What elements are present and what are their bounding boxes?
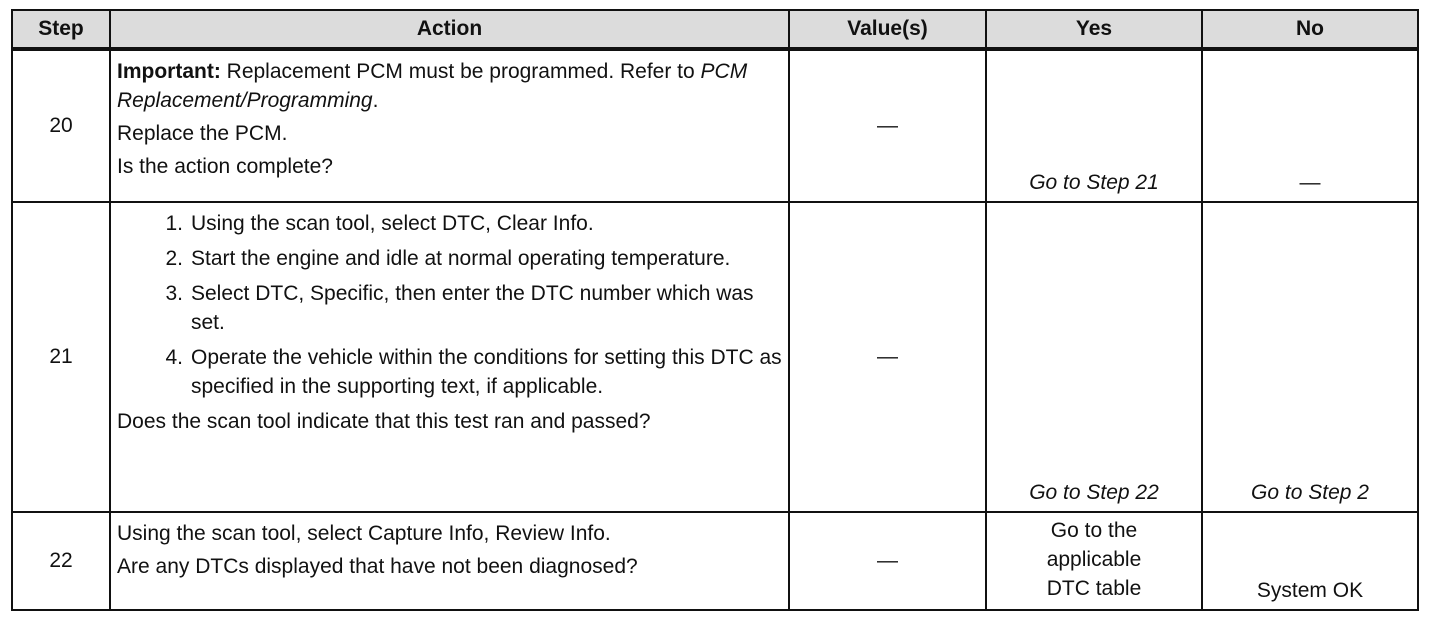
header-row: [12, 10, 1418, 49]
procedure-number: 4.: [165, 346, 183, 369]
important-end: .: [372, 89, 379, 112]
procedure-number: 2.: [165, 247, 183, 270]
yes-line: Go to the: [1050, 519, 1138, 542]
diagnostic-table: [11, 9, 1419, 611]
instruction-text: Using the scan tool, select Capture Info, Review Info.: [117, 522, 611, 545]
yes-cell[interactable]: [986, 512, 1202, 610]
important-reference: PCM Replacement/Programming: [117, 60, 748, 112]
yes-link[interactable]: Go to Step 21: [1029, 171, 1159, 194]
question-text: Does the scan tool indicate that this test ran and passed?: [117, 410, 651, 433]
procedure-item: [117, 279, 782, 337]
header-values: Value(s): [789, 10, 986, 49]
value-cell: —: [789, 49, 986, 202]
question-text: Are any DTCs displayed that have not been diagnosed?: [117, 555, 638, 578]
step-number: 22: [12, 512, 110, 610]
yes-line: applicable: [1046, 548, 1142, 571]
header-no: No: [1202, 10, 1418, 49]
procedure-item: [117, 244, 782, 273]
procedure-text: Using the scan tool, select DTC, Clear Info.: [191, 212, 594, 235]
no-cell: —: [1202, 49, 1418, 202]
procedure-text: Operate the vehicle within the conditions for setting this DTC as specified in the supporting text, if applicable.: [191, 346, 782, 398]
question-text: Is the action complete?: [117, 155, 333, 178]
header-step: Step: [12, 10, 110, 49]
procedure-number: 3.: [165, 282, 183, 305]
procedure-text: Start the engine and idle at normal operating temperature.: [191, 247, 731, 270]
yes-link[interactable]: Go to Step 22: [1029, 481, 1159, 504]
no-cell: [1202, 202, 1418, 512]
important-text: Replacement PCM must be programmed. Refer to: [220, 60, 701, 83]
no-link[interactable]: Go to Step 2: [1251, 481, 1369, 504]
important-note: [117, 57, 782, 115]
yes-cell: [986, 202, 1202, 512]
table-row-step-22: [12, 512, 1418, 610]
yes-cell: [986, 49, 1202, 202]
table-row-step-20: [12, 49, 1418, 202]
procedure-item: [117, 209, 782, 238]
instruction-text: Replace the PCM.: [117, 122, 288, 145]
action-cell: [110, 512, 789, 610]
important-label: Important:: [117, 60, 221, 83]
procedure-text: Select DTC, Specific, then enter the DTC number which was set.: [191, 282, 754, 334]
header-action: Action: [110, 10, 789, 49]
header-yes: Yes: [986, 10, 1202, 49]
action-cell: [110, 49, 789, 202]
table-row-step-21: [12, 202, 1418, 512]
procedure-item: [117, 343, 782, 401]
procedure-list: [117, 209, 782, 401]
yes-line: DTC table: [1046, 577, 1142, 600]
step-number: 21: [12, 202, 110, 512]
value-cell: —: [789, 202, 986, 512]
no-cell: System OK: [1202, 512, 1418, 610]
procedure-number: 1.: [165, 212, 183, 235]
step-number: 20: [12, 49, 110, 202]
action-cell: [110, 202, 789, 512]
value-cell: —: [789, 512, 986, 610]
